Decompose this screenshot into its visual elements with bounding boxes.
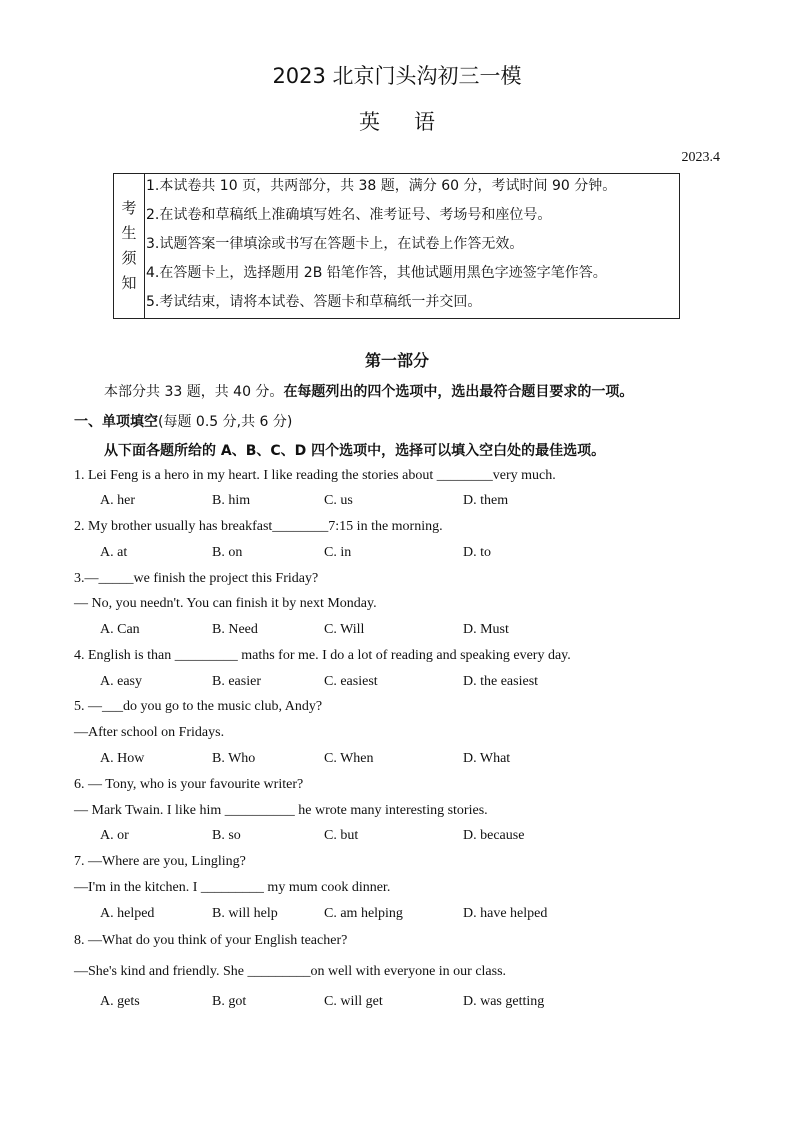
answer-option-b: B. him bbox=[212, 493, 251, 508]
answer-option-a: A. Can bbox=[100, 622, 140, 637]
answer-option-a: A. helped bbox=[100, 906, 155, 921]
notice-label-char: 生 bbox=[121, 224, 137, 242]
answer-option-c: C. in bbox=[324, 545, 352, 560]
answer-option-d: D. them bbox=[463, 493, 509, 508]
answer-option-b: B. on bbox=[212, 545, 243, 560]
question-dialogue-line: —I'm in the kitchen. I _________ my mum cook dinner. bbox=[74, 880, 391, 895]
notice-item: 1.本试卷共 10 页，共两部分，共 38 题，满分 60 分，考试时间 90 分钟。 bbox=[146, 178, 617, 194]
answer-option-d: D. the easiest bbox=[463, 674, 539, 689]
exam-title: 2023 北京门头沟初三一模 bbox=[272, 64, 522, 88]
answer-option-a: A. or bbox=[100, 828, 129, 843]
answer-option-b: B. got bbox=[212, 994, 247, 1009]
notice-label-char: 须 bbox=[121, 249, 137, 267]
question-stem: 6. — Tony, who is your favourite writer? bbox=[74, 777, 304, 792]
notice-label bbox=[114, 174, 145, 318]
question-stem: 1. Lei Feng is a hero in my heart. I like reading the stories about ________very much. bbox=[74, 468, 556, 483]
answer-option-c: C. will get bbox=[324, 994, 383, 1009]
answer-option-d: D. have helped bbox=[463, 906, 548, 921]
question-stem: 4. English is than _________ maths for me. I do a lot of reading and speaking every day. bbox=[74, 648, 571, 663]
notice-item: 4.在答题卡上，选择题用 2B 铅笔作答，其他试题用黑色字迹签字笔作答。 bbox=[146, 265, 607, 281]
answer-option-b: B. will help bbox=[212, 906, 278, 921]
question-dialogue-line: — No, you needn't. You can finish it by next Monday. bbox=[74, 596, 377, 611]
candidate-notice-box bbox=[113, 173, 680, 319]
part-description bbox=[104, 381, 633, 401]
answer-option-d: D. What bbox=[463, 751, 511, 766]
question-stem: 5. —___do you go to the music club, Andy? bbox=[74, 699, 323, 714]
answer-option-c: C. Will bbox=[324, 622, 365, 637]
answer-option-b: B. Need bbox=[212, 622, 258, 637]
question-dialogue-line: — Mark Twain. I like him __________ he wrote many interesting stories. bbox=[74, 803, 488, 818]
answer-option-d: D. because bbox=[463, 828, 525, 843]
section-heading: 一、单项填空 bbox=[74, 414, 158, 430]
question-stem: 3.—_____we finish the project this Friday? bbox=[74, 571, 319, 586]
answer-option-a: A. at bbox=[100, 545, 128, 560]
answer-option-c: C. easiest bbox=[324, 674, 378, 689]
answer-option-a: A. gets bbox=[100, 994, 140, 1009]
answer-option-c: C. When bbox=[324, 751, 374, 766]
section-instruction: 从下面各题所给的 A、B、C、D 四个选项中，选择可以填入空白处的最佳选项。 bbox=[104, 443, 606, 459]
answer-option-a: A. How bbox=[100, 751, 145, 766]
answer-option-c: C. but bbox=[324, 828, 359, 843]
question-stem: 2. My brother usually has breakfast________7:15 in the morning. bbox=[74, 519, 443, 534]
answer-option-b: B. easier bbox=[212, 674, 261, 689]
part-title: 第一部分 bbox=[364, 351, 429, 370]
answer-option-d: D. was getting bbox=[463, 994, 545, 1009]
question-dialogue-line: —After school on Fridays. bbox=[74, 725, 225, 740]
answer-option-a: A. easy bbox=[100, 674, 142, 689]
section-points: (每题 0.5 分,共 6 分) bbox=[158, 414, 293, 430]
notice-item: 3.试题答案一律填涂或书写在答题卡上，在试卷上作答无效。 bbox=[146, 236, 524, 252]
answer-option-b: B. Who bbox=[212, 751, 256, 766]
answer-option-d: D. Must bbox=[463, 622, 509, 637]
section-title bbox=[74, 411, 292, 431]
notice-label-char: 考 bbox=[121, 199, 137, 217]
notice-item: 5.考试结束，请将本试卷、答题卡和草稿纸一并交回。 bbox=[146, 294, 482, 310]
answer-option-c: C. us bbox=[324, 493, 353, 508]
exam-date: 2023.4 bbox=[681, 150, 720, 165]
notice-label-char: 知 bbox=[121, 274, 137, 292]
question-stem: 7. —Where are you, Lingling? bbox=[74, 854, 246, 869]
answer-option-d: D. to bbox=[463, 545, 491, 560]
answer-option-b: B. so bbox=[212, 828, 241, 843]
answer-option-c: C. am helping bbox=[324, 906, 403, 921]
exam-subject: 英语 bbox=[359, 110, 469, 134]
part-desc-plain: 本部分共 33 题，共 40 分。 bbox=[104, 384, 284, 400]
notice-items bbox=[146, 174, 616, 319]
notice-item: 2.在试卷和草稿纸上准确填写姓名、准考证号、考场号和座位号。 bbox=[146, 207, 552, 223]
answer-option-a: A. her bbox=[100, 493, 135, 508]
part-desc-bold: 在每题列出的四个选项中，选出最符合题目要求的一项。 bbox=[283, 384, 634, 400]
question-stem: 8. —What do you think of your English teacher? bbox=[74, 933, 348, 948]
question-dialogue-line: —She's kind and friendly. She _________on well with everyone in our class. bbox=[74, 964, 507, 979]
